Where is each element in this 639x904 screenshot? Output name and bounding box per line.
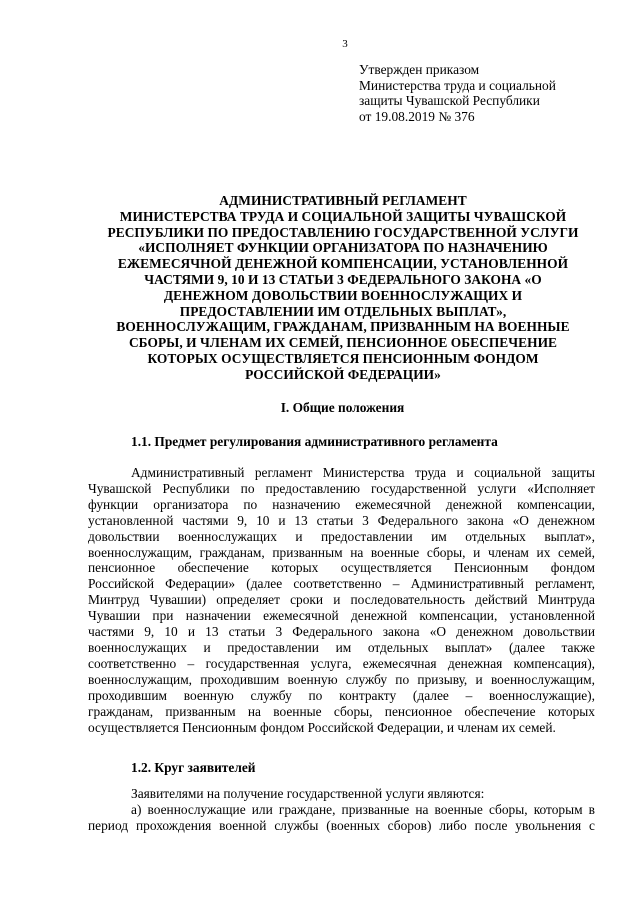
paragraph-line: функции организатора по назначению ежемесячной денежной компенсации, [88, 496, 595, 512]
title-line: РЕСПУБЛИКИ ПО ПРЕДОСТАВЛЕНИЮ ГОСУДАРСТВЕННОЙ УСЛУГИ [107, 224, 579, 240]
title-line: ПРЕДОСТАВЛЕНИИ ИМ ОТДЕЛЬНЫХ ВЫПЛАТ», [179, 303, 507, 319]
title-line: ЧАСТЯМИ 9, 10 И 13 СТАТЬИ 3 ФЕДЕРАЛЬНОГО ЗАКОНА «О [144, 271, 542, 287]
approval-line: от 19.08.2019 № 376 [359, 108, 475, 124]
section-heading: I. Общие положения [280, 400, 405, 415]
paragraph-line: военнослужащих и предоставлении им отдельных выплат» (далее также [88, 639, 595, 655]
title-line: МИНИСТЕРСТВА ТРУДА И СОЦИАЛЬНОЙ ЗАЩИТЫ ЧУВАШСКОЙ [119, 208, 567, 224]
paragraph-regulation-subject [88, 465, 595, 735]
paragraph-line: установленной частями 9, 10 и 13 статьи 3 Федерального закона «О денежном [88, 512, 595, 528]
paragraph-line: пенсионное обеспечение которых осуществляется Пенсионным фондом [88, 560, 595, 576]
title-line: ЕЖЕМЕСЯЧНОЙ ДЕНЕЖНОЙ КОМПЕНСАЦИИ, УСТАНОВЛЕННОЙ [117, 256, 569, 272]
paragraph-line: Чувашии при назначении ежемесячной денежной компенсации, установленной [88, 608, 595, 624]
approval-line: Министерства труда и социальной [359, 77, 556, 93]
paragraph-line: частями 9, 10 и 13 статьи 3 Федерального закона «О денежном довольствии [88, 624, 595, 640]
paragraph-line: военнослужащим, гражданам, призванным на военные сборы, и членам их семей, [88, 544, 595, 560]
approval-block [359, 62, 556, 124]
paragraph-line: осуществляется Пенсионным фондом Российской Федерации, и членам их семей. [88, 719, 556, 735]
paragraph-line: а) военнослужащие или граждане, призванные на военные сборы, которым в [131, 801, 595, 817]
subsection-heading-1-2: 1.2. Круг заявителей [131, 760, 256, 775]
title-line: ВОЕННОСЛУЖАЩИМ, ГРАЖДАНАМ, ПРИЗВАННЫМ НА ВОЕННЫЕ [116, 319, 570, 335]
paragraph-line: Российской Федерации» (далее соответственно – Административный регламент, [88, 576, 595, 592]
title-line: «ИСПОЛНЯЕТ ФУНКЦИИ ОРГАНИЗАТОРА ПО НАЗНАЧЕНИЮ [138, 240, 548, 256]
page-number: 3 [342, 38, 348, 50]
paragraph-applicants [88, 786, 595, 834]
approval-line: защиты Чувашской Республики [359, 93, 540, 109]
paragraph-line: Чувашской Республики по предоставлению государственной услуги «Исполняет [88, 480, 595, 496]
title-line: РОССИЙСКОЙ ФЕДЕРАЦИИ» [245, 366, 441, 382]
paragraph-line: Минтруд Чувашии) определяет сроки и последовательность действий Минтруда [88, 592, 595, 608]
paragraph-line: проходившим военную службу по контракту (далее – военнослужащие), [88, 687, 595, 703]
paragraph-line: гражданам, призванным на военные сборы, пенсионное обеспечение которых [88, 703, 595, 719]
subsection-heading-1-1: 1.1. Предмет регулирования административного регламента [131, 434, 498, 449]
paragraph-line: Заявителями на получение государственной услуги являются: [131, 786, 485, 801]
paragraph-line: Административный регламент Министерства труда и социальной защиты [131, 465, 595, 480]
title-line: ДЕНЕЖНОМ ДОВОЛЬСТВИИ ВОЕННОСЛУЖАЩИХ И [163, 287, 523, 303]
title-line: АДМИНИСТРАТИВНЫЙ РЕГЛАМЕНТ [219, 193, 467, 208]
title-line: СБОРЫ, И ЧЛЕНАМ ИХ СЕМЕЙ, ПЕНСИОННОЕ ОБЕСПЕЧЕНИЕ [128, 335, 558, 351]
title-line: КОТОРЫХ ОСУЩЕСТВЛЯЕТСЯ ПЕНСИОННЫМ ФОНДОМ [147, 350, 539, 366]
approval-line: Утвержден приказом [359, 62, 480, 77]
paragraph-line: довольствии военнослужащих и предоставлении им отдельных выплат», [88, 528, 595, 544]
paragraph-line: соответственно – государственная услуга, ежемесячная денежная компенсация), [88, 655, 595, 671]
document-title [92, 193, 594, 383]
paragraph-line: военнослужащим, проходившим военную службу по призыву, и военнослужащим, [88, 671, 595, 687]
paragraph-line: период прохождения военной службы (военных сборов) либо после увольнения с [88, 817, 595, 833]
